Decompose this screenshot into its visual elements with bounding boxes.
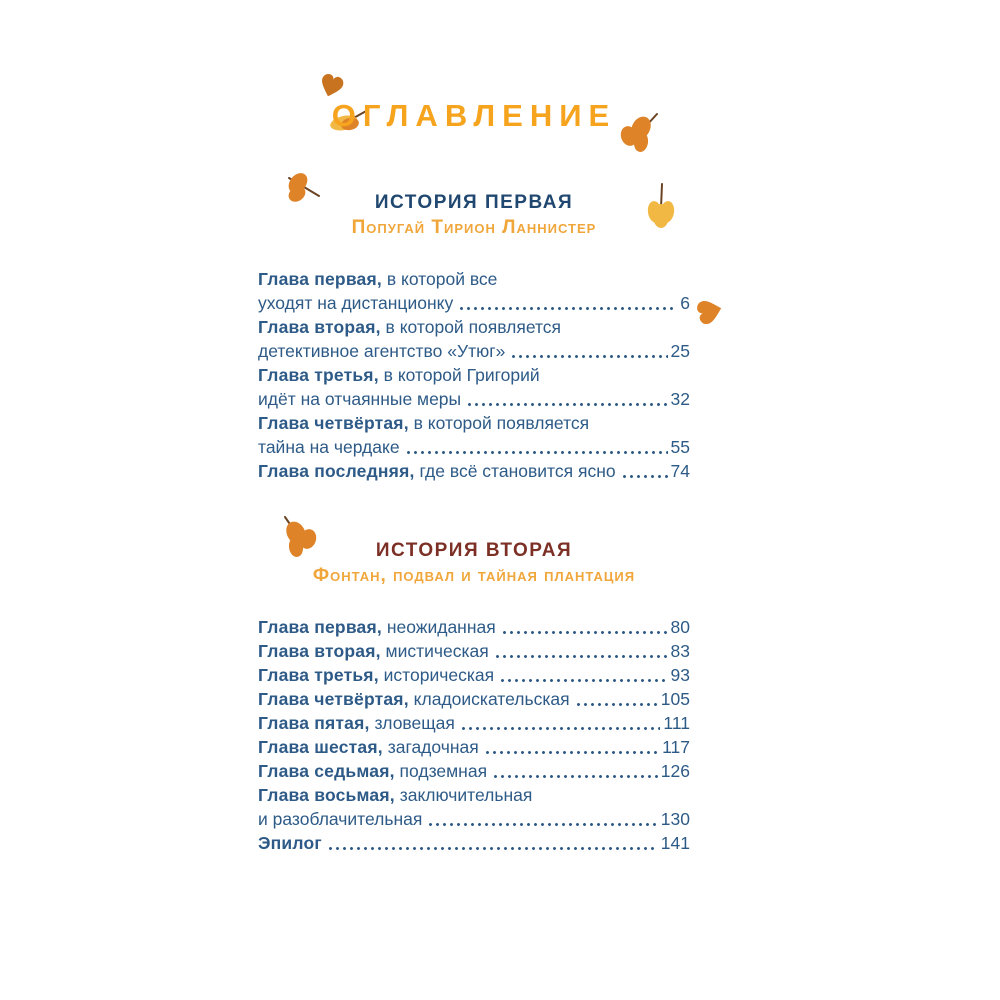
story-two-chapter-list bbox=[258, 615, 690, 855]
toc-entry-line bbox=[258, 411, 690, 435]
dotted-leader bbox=[623, 475, 668, 478]
dotted-leader bbox=[512, 355, 667, 358]
page-number: 111 bbox=[663, 713, 690, 733]
page-number: 80 bbox=[670, 617, 690, 637]
chapter-text: и разоблачительная bbox=[258, 809, 423, 829]
chapter-text: уходят на дистанционку bbox=[258, 293, 454, 313]
page-number: 117 bbox=[662, 737, 690, 757]
toc-entry-line bbox=[258, 387, 690, 411]
toc-entry-line bbox=[258, 267, 690, 291]
chapter-text: Глава вторая, в которой появляется bbox=[258, 317, 562, 337]
dotted-leader bbox=[407, 451, 668, 454]
dotted-leader bbox=[429, 823, 657, 826]
dotted-leader bbox=[503, 631, 668, 634]
chapter-text: Глава пятая, зловещая bbox=[258, 713, 455, 733]
page-number: 126 bbox=[660, 761, 690, 781]
chapter-text: Глава первая, неожиданная bbox=[258, 617, 496, 637]
section-story-two bbox=[258, 538, 690, 855]
chapter-text: детективное агентство «Утюг» bbox=[258, 341, 506, 361]
page-number: 25 bbox=[670, 341, 690, 361]
chapter-text: Глава восьмая, заключительная bbox=[258, 785, 533, 805]
chapter-text: идёт на отчаянные меры bbox=[258, 389, 462, 409]
toc-entry-line bbox=[258, 435, 690, 459]
dotted-leader bbox=[462, 727, 661, 730]
dotted-leader bbox=[577, 703, 658, 706]
leaf-heart-right-margin-icon bbox=[694, 294, 728, 328]
page-number: 6 bbox=[680, 293, 690, 313]
chapter-text: Глава шестая, загадочная bbox=[258, 737, 479, 757]
toc-entry-line bbox=[258, 339, 690, 363]
page-number: 32 bbox=[670, 389, 690, 409]
toc-entry-line bbox=[258, 291, 690, 315]
toc-entry-line bbox=[258, 687, 690, 711]
page-number: 141 bbox=[660, 833, 690, 853]
page-number: 55 bbox=[670, 437, 690, 457]
dotted-leader bbox=[460, 307, 673, 310]
chapter-text: Глава седьмая, подземная bbox=[258, 761, 488, 781]
story-one-heading: ИСТОРИЯ ПЕРВАЯ bbox=[374, 192, 574, 213]
toc-entry-line bbox=[258, 315, 690, 339]
toc-entry-line bbox=[258, 363, 690, 387]
dotted-leader bbox=[496, 655, 668, 658]
story-two-subtitle: Фонтан, подвал и тайная плантация bbox=[312, 565, 636, 586]
story-two-heading: ИСТОРИЯ ВТОРАЯ bbox=[375, 540, 573, 561]
toc-entry-line bbox=[258, 663, 690, 687]
section-story-one bbox=[258, 190, 690, 483]
toc-entry-line bbox=[258, 459, 690, 483]
page-number: 74 bbox=[670, 461, 690, 481]
chapter-text: Глава вторая, мистическая bbox=[258, 641, 489, 661]
chapter-text: Глава последняя, где всё становится ясно bbox=[258, 461, 616, 481]
toc-entry-line bbox=[258, 711, 690, 735]
dotted-leader bbox=[329, 847, 658, 850]
dotted-leader bbox=[486, 751, 659, 754]
page-number: 93 bbox=[670, 665, 690, 685]
toc-entry-line bbox=[258, 807, 690, 831]
toc-entry-line bbox=[258, 783, 690, 807]
toc-entry-line bbox=[258, 759, 690, 783]
dotted-leader bbox=[494, 775, 658, 778]
chapter-text: Глава четвёртая, в которой появляется bbox=[258, 413, 590, 433]
toc-entry-line bbox=[258, 615, 690, 639]
page-number: 83 bbox=[670, 641, 690, 661]
chapter-text: Эпилог bbox=[258, 833, 322, 853]
dotted-leader bbox=[501, 679, 667, 682]
chapter-text: Глава четвёртая, кладоискательская bbox=[258, 689, 570, 709]
chapter-text: тайна на чердаке bbox=[258, 437, 400, 457]
page-number: 105 bbox=[660, 689, 690, 709]
page-number: 130 bbox=[660, 809, 690, 829]
toc-entry-line bbox=[258, 639, 690, 663]
story-one-subtitle: Попугай Тирион Ланнистер bbox=[351, 217, 597, 238]
dotted-leader bbox=[468, 403, 667, 406]
toc-entry-line bbox=[258, 831, 690, 855]
chapter-text: Глава третья, историческая bbox=[258, 665, 495, 685]
toc-entry-line bbox=[258, 735, 690, 759]
story-one-chapter-list bbox=[258, 267, 690, 483]
chapter-text: Глава третья, в которой Григорий bbox=[258, 365, 540, 385]
page-title: ОГЛАВЛЕНИЕ bbox=[331, 98, 617, 133]
chapter-text: Глава первая, в которой все bbox=[258, 269, 498, 289]
